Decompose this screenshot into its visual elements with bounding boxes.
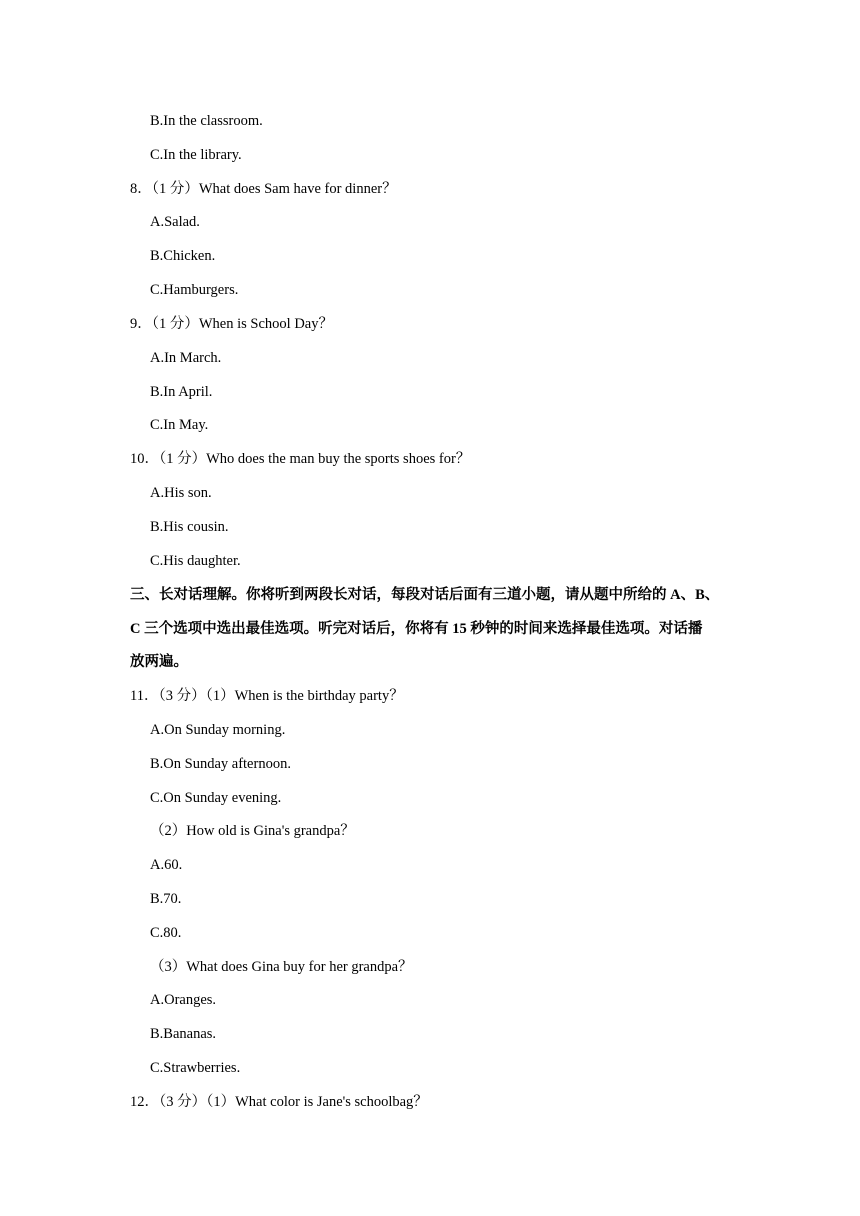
- option-a-q11-2: A.60.: [150, 857, 183, 873]
- question-12-part-1: 12．（3 分）（1）What color is Jane's schoolbag？: [130, 1094, 428, 1110]
- option-b-q11-3: B.Bananas.: [150, 1026, 217, 1042]
- option-c-q8: C.Hamburgers.: [150, 282, 239, 298]
- option-c-q11-1: C.On Sunday evening.: [150, 790, 282, 806]
- question-11-part-3: （3）What does Gina buy for her grandpa？: [150, 959, 413, 975]
- option-b-q9: B.In April.: [150, 384, 213, 400]
- option-a-q8: A.Salad.: [150, 214, 200, 230]
- option-a-q11-1: A.On Sunday morning.: [150, 722, 286, 738]
- option-c-q9: C.In May.: [150, 417, 209, 433]
- option-b-q8: B.Chicken.: [150, 248, 216, 264]
- option-c-q10: C.His daughter.: [150, 553, 241, 569]
- option-c-q7: C.In the library.: [150, 147, 242, 163]
- option-c-q11-2: C.80.: [150, 925, 182, 941]
- option-b-q11-1: B.On Sunday afternoon.: [150, 756, 291, 772]
- section-heading-line-2: C 三个选项中选出最佳选项。听完对话后，你将有 15 秒钟的时间来选择最佳选项。对话播: [130, 621, 703, 637]
- question-11-part-1: 11．（3 分）（1）When is the birthday party？: [130, 688, 404, 704]
- question-10: 10．（1 分）Who does the man buy the sports shoes for？: [130, 451, 471, 467]
- option-a-q10: A.His son.: [150, 485, 212, 501]
- section-heading-line-3: 放两遍。: [130, 654, 188, 670]
- option-a-q11-3: A.Oranges.: [150, 992, 217, 1008]
- section-heading-line-1: 三、长对话理解。你将听到两段长对话，每段对话后面有三道小题，请从题中所给的 A、B、: [130, 587, 720, 603]
- option-a-q9: A.In March.: [150, 350, 222, 366]
- option-b-q11-2: B.70.: [150, 891, 182, 907]
- option-c-q11-3: C.Strawberries.: [150, 1060, 241, 1076]
- question-8: 8．（1 分）What does Sam have for dinner？: [130, 181, 397, 197]
- question-11-part-2: （2）How old is Gina's grandpa？: [150, 823, 355, 839]
- option-b-q10: B.His cousin.: [150, 519, 229, 535]
- option-b-q7: B.In the classroom.: [150, 113, 263, 129]
- question-9: 9．（1 分）When is School Day？: [130, 316, 333, 332]
